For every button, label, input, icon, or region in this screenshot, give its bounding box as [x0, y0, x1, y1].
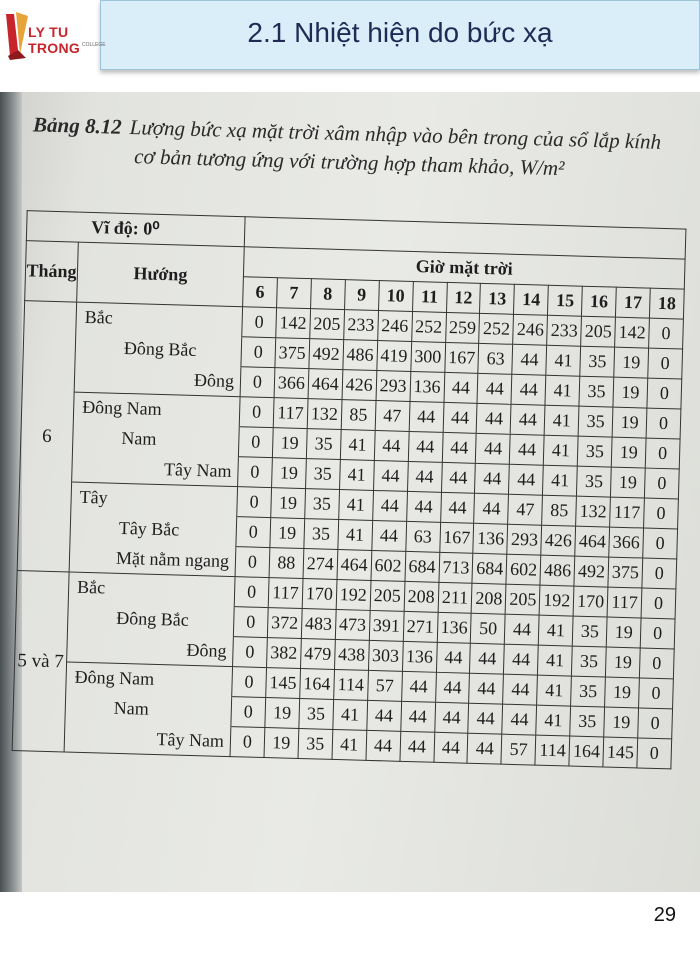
value-cell: 41 — [339, 460, 374, 491]
hour-header-cell: 13 — [480, 283, 515, 314]
direction-cell — [70, 512, 237, 547]
value-cell: 44 — [512, 344, 547, 375]
value-cell: 35 — [570, 706, 605, 737]
value-cell: 117 — [610, 497, 645, 528]
direction-cell — [67, 602, 234, 637]
value-cell: 233 — [547, 315, 582, 346]
value-cell: 492 — [574, 556, 609, 587]
value-cell: 44 — [366, 730, 401, 761]
value-cell: 142 — [276, 308, 311, 339]
value-cell: 44 — [477, 403, 512, 434]
value-cell: 117 — [607, 587, 642, 618]
logo-subtext: COLLEGE — [82, 42, 106, 48]
value-cell: 19 — [272, 428, 307, 459]
value-cell: 44 — [408, 431, 443, 462]
hour-header-cell: 9 — [344, 280, 379, 311]
value-cell: 0 — [642, 558, 677, 589]
book-page — [0, 92, 700, 892]
value-cell: 602 — [371, 550, 406, 581]
value-cell: 19 — [614, 347, 649, 378]
hour-header-cell: 7 — [277, 278, 312, 309]
caption-line-2: cơ bản tương ứng với trường hợp tham khảo, W/m² — [133, 144, 565, 181]
value-cell: 35 — [298, 728, 333, 759]
value-cell: 684 — [405, 551, 440, 582]
hour-header-cell: 8 — [310, 279, 345, 310]
value-cell: 464 — [337, 549, 372, 580]
direction-label: Tây Nam — [156, 728, 225, 751]
value-cell: 375 — [608, 557, 643, 588]
value-cell: 375 — [275, 338, 310, 369]
value-cell: 252 — [411, 311, 446, 342]
value-cell: 132 — [576, 496, 611, 527]
value-cell: 41 — [338, 520, 373, 551]
direction-cell — [67, 632, 234, 667]
value-cell: 44 — [407, 461, 442, 492]
value-cell: 41 — [538, 645, 573, 676]
value-cell: 479 — [300, 639, 335, 670]
value-cell: 211 — [438, 582, 473, 613]
value-cell: 117 — [268, 578, 303, 609]
value-cell: 0 — [639, 678, 674, 709]
value-cell: 44 — [406, 491, 441, 522]
value-cell: 602 — [506, 554, 541, 585]
direction-cell — [65, 692, 232, 727]
value-cell: 0 — [647, 378, 682, 409]
value-cell: 473 — [335, 609, 370, 640]
hour-header-cell: 14 — [514, 284, 549, 315]
direction-label: Đông Nam — [74, 666, 155, 690]
value-cell: 44 — [469, 673, 504, 704]
value-cell: 0 — [237, 487, 272, 518]
value-cell: 372 — [267, 608, 302, 639]
value-cell: 164 — [569, 736, 604, 767]
value-cell: 41 — [340, 430, 375, 461]
value-cell: 192 — [539, 585, 574, 616]
value-cell: 132 — [307, 399, 342, 430]
value-cell: 44 — [433, 732, 468, 763]
direction-cell — [72, 422, 239, 457]
book-page-photo — [0, 92, 700, 892]
value-cell: 44 — [441, 462, 476, 493]
value-cell: 44 — [401, 671, 436, 702]
value-cell: 0 — [238, 457, 273, 488]
value-cell: 44 — [372, 490, 407, 521]
value-cell: 41 — [544, 435, 579, 466]
value-cell: 35 — [572, 616, 607, 647]
value-cell: 167 — [439, 522, 474, 553]
hour-header-cell: 15 — [548, 285, 583, 316]
value-cell: 274 — [303, 549, 338, 580]
value-cell: 44 — [435, 672, 470, 703]
value-cell: 35 — [305, 459, 340, 490]
value-cell: 0 — [235, 547, 270, 578]
value-cell: 35 — [577, 466, 612, 497]
hour-header-cell: 11 — [412, 281, 447, 312]
value-cell: 0 — [643, 528, 678, 559]
value-cell: 44 — [505, 614, 540, 645]
value-cell: 47 — [375, 400, 410, 431]
value-cell: 41 — [536, 705, 571, 736]
value-cell: 44 — [504, 644, 539, 675]
value-cell: 63 — [405, 521, 440, 552]
value-cell: 142 — [615, 317, 650, 348]
direction-label: Tây Bắc — [118, 517, 180, 540]
value-cell: 44 — [409, 401, 444, 432]
direction-cell — [66, 662, 233, 697]
direction-label: Tây — [79, 487, 108, 508]
value-cell: 464 — [308, 369, 343, 400]
value-cell: 35 — [305, 489, 340, 520]
value-cell: 208 — [472, 583, 507, 614]
table-caption — [32, 110, 683, 186]
direction-label: Bắc — [84, 307, 113, 328]
solar-hours-header: Giờ mặt trời — [243, 247, 685, 289]
value-cell: 426 — [541, 525, 576, 556]
value-cell: 391 — [369, 610, 404, 641]
value-cell: 438 — [334, 639, 369, 670]
hour-header-cell: 16 — [582, 286, 617, 317]
direction-cell — [69, 542, 236, 577]
value-cell: 57 — [367, 670, 402, 701]
value-cell: 382 — [266, 638, 301, 669]
value-cell: 145 — [603, 737, 638, 768]
value-cell: 44 — [400, 701, 435, 732]
hour-header-cell: 17 — [616, 287, 651, 318]
college-logo — [4, 6, 106, 62]
logo-text: LY TU TRONG — [28, 24, 81, 56]
value-cell: 0 — [239, 397, 274, 428]
direction-label: Nam — [113, 697, 150, 719]
direction-cell — [76, 302, 243, 337]
value-cell: 35 — [304, 519, 339, 550]
value-cell: 0 — [236, 517, 271, 548]
value-cell: 483 — [301, 609, 336, 640]
value-cell: 0 — [242, 307, 277, 338]
value-cell: 0 — [233, 637, 268, 668]
value-cell: 233 — [343, 310, 378, 341]
value-cell: 44 — [511, 374, 546, 405]
value-cell: 44 — [476, 433, 511, 464]
value-cell: 136 — [473, 523, 508, 554]
value-cell: 136 — [410, 371, 445, 402]
value-cell: 44 — [511, 404, 546, 435]
value-cell: 0 — [241, 337, 276, 368]
hour-header-cell: 12 — [446, 282, 481, 313]
value-cell: 85 — [341, 400, 376, 431]
value-cell: 19 — [271, 488, 306, 519]
value-cell: 246 — [513, 314, 548, 345]
value-cell: 205 — [310, 309, 345, 340]
value-cell: 41 — [543, 465, 578, 496]
page-number: 29 — [653, 904, 676, 926]
value-cell: 0 — [640, 618, 675, 649]
value-cell: 0 — [644, 498, 679, 529]
value-cell: 0 — [637, 738, 672, 769]
value-cell: 44 — [474, 493, 509, 524]
value-cell: 35 — [578, 436, 613, 467]
value-cell: 0 — [232, 667, 267, 698]
month-cell: 6 — [17, 301, 77, 572]
value-cell: 41 — [546, 345, 581, 376]
value-cell: 293 — [507, 524, 542, 555]
value-cell: 35 — [580, 346, 615, 377]
value-cell: 271 — [403, 611, 438, 642]
direction-label: Đông Nam — [81, 397, 162, 420]
value-cell: 114 — [535, 735, 570, 766]
direction-cell — [72, 452, 239, 487]
direction-label: Đông Bắc — [116, 607, 190, 630]
value-cell: 41 — [338, 490, 373, 521]
value-cell: 192 — [336, 579, 371, 610]
value-cell: 0 — [238, 427, 273, 458]
value-cell: 170 — [302, 579, 337, 610]
value-cell: 0 — [641, 588, 676, 619]
value-cell: 0 — [644, 468, 679, 499]
value-cell: 44 — [475, 463, 510, 494]
value-cell: 464 — [575, 526, 610, 557]
value-cell: 713 — [439, 552, 474, 583]
value-cell: 426 — [342, 370, 377, 401]
value-cell: 259 — [445, 312, 480, 343]
direction-cell — [68, 572, 235, 607]
value-cell: 0 — [233, 607, 268, 638]
value-cell: 44 — [510, 434, 545, 465]
value-cell: 0 — [231, 697, 266, 728]
value-cell: 0 — [648, 348, 683, 379]
direction-label: Bắc — [76, 576, 106, 598]
value-cell: 47 — [508, 494, 543, 525]
value-cell: 44 — [503, 674, 538, 705]
value-cell: 88 — [269, 548, 304, 579]
value-cell: 0 — [234, 577, 269, 608]
value-cell: 44 — [477, 373, 512, 404]
value-cell: 35 — [306, 429, 341, 460]
value-cell: 366 — [609, 527, 644, 558]
value-cell: 486 — [540, 555, 575, 586]
value-cell: 0 — [230, 727, 265, 758]
direction-label: Đông Bắc — [123, 337, 197, 360]
month-cell: 5 và 7 — [12, 571, 69, 752]
value-cell: 0 — [645, 438, 680, 469]
value-cell: 419 — [377, 341, 412, 372]
value-cell: 0 — [639, 648, 674, 679]
value-cell: 35 — [579, 376, 614, 407]
value-cell: 145 — [266, 668, 301, 699]
value-cell: 486 — [343, 340, 378, 371]
direction-label: Đông — [186, 639, 227, 661]
value-cell: 0 — [649, 318, 684, 349]
value-cell: 44 — [372, 520, 407, 551]
value-cell: 44 — [373, 460, 408, 491]
direction-cell — [75, 332, 242, 367]
solar-radiation-table — [12, 210, 687, 769]
value-cell: 19 — [612, 407, 647, 438]
value-cell: 44 — [400, 731, 435, 762]
value-cell: 44 — [442, 432, 477, 463]
value-cell: 44 — [468, 703, 503, 734]
value-cell: 0 — [638, 708, 673, 739]
value-cell: 44 — [509, 464, 544, 495]
value-cell: 303 — [368, 640, 403, 671]
value-cell: 19 — [264, 728, 299, 759]
direction-cell — [74, 362, 241, 397]
value-cell: 205 — [370, 580, 405, 611]
value-cell: 300 — [410, 341, 445, 372]
value-cell: 44 — [444, 372, 479, 403]
value-cell: 19 — [611, 437, 646, 468]
direction-cell — [73, 392, 240, 427]
value-cell: 44 — [367, 700, 402, 731]
value-cell: 136 — [402, 641, 437, 672]
value-cell: 136 — [437, 612, 472, 643]
value-cell: 19 — [605, 677, 640, 708]
value-cell: 164 — [300, 668, 335, 699]
caption-line-1: Lượng bức xạ mặt trời xâm nhập vào bên trong của sổ lắp kính — [129, 115, 662, 154]
direction-header: Hướng — [77, 242, 245, 307]
table-body — [12, 301, 683, 769]
value-cell: 44 — [443, 402, 478, 433]
value-cell: 293 — [376, 371, 411, 402]
value-cell: 44 — [467, 733, 502, 764]
value-cell: 205 — [505, 584, 540, 615]
value-cell: 35 — [571, 676, 606, 707]
value-cell: 117 — [273, 398, 308, 429]
value-cell: 366 — [274, 368, 309, 399]
value-cell: 44 — [436, 642, 471, 673]
value-cell: 44 — [374, 430, 409, 461]
value-cell: 492 — [309, 339, 344, 370]
value-cell: 252 — [479, 313, 514, 344]
value-cell: 246 — [377, 311, 412, 342]
value-cell: 35 — [572, 646, 607, 677]
value-cell: 41 — [545, 375, 580, 406]
value-cell: 0 — [240, 367, 275, 398]
value-cell: 19 — [271, 458, 306, 489]
value-cell: 41 — [333, 699, 368, 730]
direction-cell — [71, 482, 238, 517]
hour-header-cell: 6 — [243, 277, 278, 308]
slide-title: 2.1 Nhiệt hiện do bức xạ — [247, 17, 553, 48]
value-cell: 19 — [265, 698, 300, 729]
value-cell: 35 — [299, 698, 334, 729]
value-cell: 50 — [471, 613, 506, 644]
direction-label: Tây Nam — [163, 458, 232, 481]
direction-cell — [64, 722, 231, 757]
value-cell: 19 — [604, 707, 639, 738]
value-cell: 167 — [444, 342, 479, 373]
title-bar — [100, 0, 700, 70]
direction-label: Nam — [121, 427, 157, 449]
latitude-label: Vĩ độ: 0⁰ — [26, 211, 245, 247]
direction-label: Đông — [193, 369, 235, 391]
value-cell: 205 — [581, 316, 616, 347]
logo-mark-icon — [4, 10, 30, 60]
value-cell: 44 — [470, 643, 505, 674]
value-cell: 41 — [332, 729, 367, 760]
value-cell: 44 — [440, 492, 475, 523]
value-cell: 19 — [270, 518, 305, 549]
value-cell: 44 — [502, 704, 537, 735]
hour-header-cell: 10 — [378, 281, 413, 312]
value-cell: 44 — [434, 702, 469, 733]
value-cell: 41 — [539, 615, 574, 646]
value-cell: 19 — [611, 467, 646, 498]
value-cell: 19 — [606, 647, 641, 678]
value-cell: 114 — [333, 669, 368, 700]
value-cell: 41 — [544, 405, 579, 436]
value-cell: 41 — [537, 675, 572, 706]
value-cell: 684 — [472, 553, 507, 584]
value-cell: 57 — [501, 734, 536, 765]
value-cell: 208 — [404, 581, 439, 612]
value-cell: 170 — [573, 586, 608, 617]
value-cell: 35 — [578, 406, 613, 437]
value-cell: 85 — [542, 495, 577, 526]
hour-header-cell: 18 — [650, 288, 685, 319]
table-number: Bảng 8.12 — [32, 112, 123, 139]
month-header: Tháng — [25, 241, 79, 302]
value-cell: 19 — [606, 617, 641, 648]
value-cell: 19 — [613, 377, 648, 408]
direction-label: Mặt nằm ngang — [115, 547, 230, 571]
value-cell: 63 — [478, 343, 513, 374]
value-cell: 0 — [646, 408, 681, 439]
